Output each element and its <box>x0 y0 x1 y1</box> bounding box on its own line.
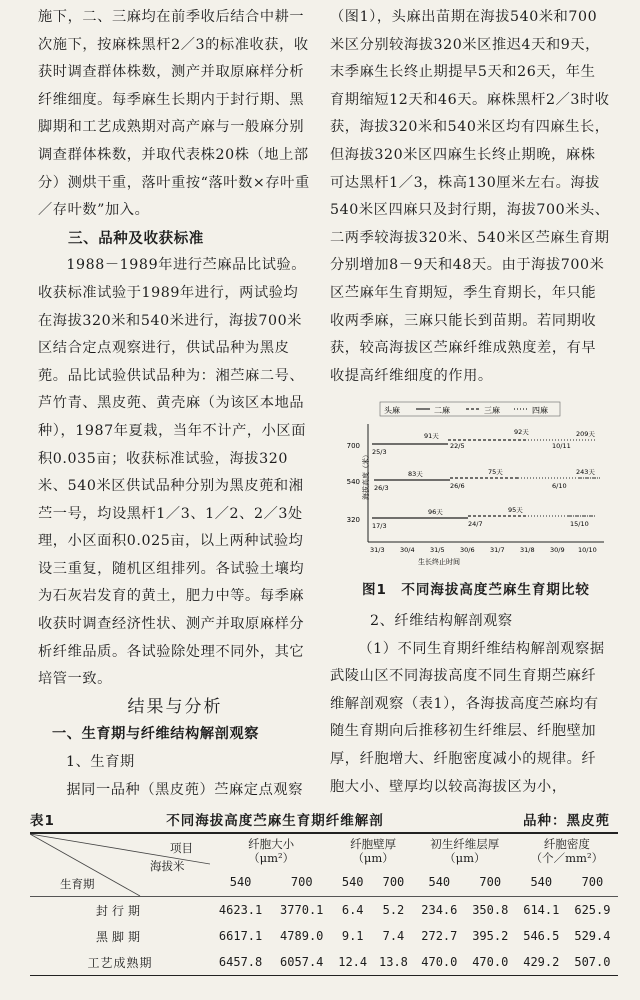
bar-label: 83天 <box>408 470 423 478</box>
table-cell: 470.0 <box>421 955 458 969</box>
bar-label: 6/10 <box>552 482 567 490</box>
section-heading: 三、品种及收获标准 <box>68 229 204 247</box>
bar-label: 25/3 <box>372 448 387 456</box>
diagonal-header <box>30 833 210 897</box>
altitude-cell: 700 <box>271 867 332 896</box>
bar-label: 17/3 <box>372 522 387 530</box>
subsubsection-heading: 1、生育期 <box>66 754 135 771</box>
y-tick: 540 <box>346 478 360 486</box>
bar-label: 209天 <box>576 430 595 438</box>
bar-label: 26/3 <box>374 484 389 492</box>
x-tick: 31/8 <box>520 546 535 554</box>
table-number: 表1 <box>30 813 55 829</box>
figure-caption: 图1 不同海拔高度苎麻生育期比较 <box>362 582 590 598</box>
row-label: 封行期 <box>95 903 144 918</box>
table-cell: 6057.4 <box>280 955 324 969</box>
legend-label: 三麻 <box>484 406 500 415</box>
table-cell: 546.5 <box>523 929 560 943</box>
table-cell: 4789.0 <box>280 929 324 943</box>
diag-altitude-label: 海拔米 <box>150 859 185 873</box>
table-cell: 234.6 <box>421 903 458 917</box>
column-header: 纤胞大小 （μm²） <box>248 836 295 865</box>
table-cell: 7.4 <box>382 929 405 943</box>
bar-label: 15/10 <box>570 520 589 528</box>
table-row <box>30 923 618 949</box>
figure-1 <box>338 396 610 574</box>
altitude-cell: 540 <box>332 867 373 896</box>
bar-label: 92天 <box>514 428 529 436</box>
altitude-cell: 540 <box>516 867 567 896</box>
altitude-cell: 700 <box>567 867 618 896</box>
bar-label: 95天 <box>508 506 523 514</box>
table-cell: 625.9 <box>574 903 611 917</box>
x-tick: 30/9 <box>550 546 565 554</box>
x-tick: 31/5 <box>430 546 445 554</box>
bar-label: 91天 <box>424 432 439 440</box>
y-axis-label: 海拔高度（米） <box>362 451 370 500</box>
table-cell: 9.1 <box>341 929 364 943</box>
body-paragraph: 据同一品种（黑皮蔸）苎麻定点观察 <box>66 781 303 798</box>
table-cell: 12.4 <box>338 955 368 969</box>
column-header: 纤胞壁厚 （μm） <box>350 836 397 865</box>
diag-stage-label: 生育期 <box>60 877 95 891</box>
table-1 <box>30 806 618 976</box>
x-tick: 31/7 <box>490 546 505 554</box>
subsection-heading: 一、生育期与纤维结构解剖观察 <box>52 726 260 743</box>
right-column <box>330 4 610 390</box>
altitude-cell: 700 <box>373 867 414 896</box>
altitude-cell: 700 <box>465 867 516 896</box>
table-cell: 6617.1 <box>218 929 263 943</box>
body-paragraph: （1）不同生育期纤维结构解剖观察据武陵山区不同海拔高度不同生育期苎麻纤维解剖观察（表1），各海拔高度苎麻均有随生育期向后推移初生纤维层、纤胞壁加厚，纤胞增大、纤胞密度减小的规律。纤胞大小、壁厚均以较高海拔区为小， <box>330 640 605 795</box>
table-variety: 品种：黑皮蔸 <box>523 813 610 829</box>
table-cell: 507.0 <box>574 955 611 969</box>
table-cell: 3770.1 <box>280 903 324 917</box>
table-row <box>30 897 618 924</box>
row-label: 工艺成熟期 <box>87 955 153 970</box>
table-cell: 5.2 <box>382 903 405 917</box>
bar-label: 24/7 <box>468 520 483 528</box>
table-title: 不同海拔高度苎麻生育期纤维解剖 <box>166 813 384 829</box>
table-cell: 272.7 <box>421 929 458 943</box>
x-tick: 31/3 <box>370 546 385 554</box>
bar-label: 75天 <box>488 468 503 476</box>
table-row <box>30 949 618 976</box>
table-cell: 6457.8 <box>218 955 263 969</box>
table-cell: 6.4 <box>341 903 364 917</box>
subsection-heading: 2、纤维结构解剖观察 <box>370 613 513 629</box>
row-label: 黑脚期 <box>95 929 144 944</box>
column-header: 初生纤维层厚 （μm） <box>430 836 500 865</box>
diag-item-label: 项目 <box>170 841 193 855</box>
series-row-320 <box>372 506 596 530</box>
table-cell: 529.4 <box>574 929 611 943</box>
table-cell: 429.2 <box>523 955 560 969</box>
table-cell: 395.2 <box>472 929 509 943</box>
x-ticks <box>370 546 597 554</box>
left-column <box>38 4 312 804</box>
table-cell: 614.1 <box>523 903 560 917</box>
chart-legend <box>380 402 560 416</box>
y-tick: 700 <box>346 442 360 450</box>
x-tick: 30/6 <box>460 546 475 554</box>
x-tick: 30/4 <box>400 546 415 554</box>
body-paragraph: 1988－1989年进行苎麻品比试验。收获标准试验于1989年进行，两试验均在海拔320米和540米进行，海拔700米区结合定点观察进行，供试品种为黑皮蔸。品比试验供试品种为：湘苎麻二号、芦竹青、黑皮蔸、黄壳麻（为该区本地品种），1987年夏栽，当年不计产，小区面积0.035亩；收获标准试验，海拔320米、540米区供试品种分别为黑皮蔸和湘苎一号，均设黑杆1／3、1／2、2／3处理，小区面积0.025亩，以上两种试验均设三重复，随机区组排列。各试验土壤均为石灰岩发育的黄土，肥力中等。每季麻收获时调查经济性状、测产并取原麻样分析纤维品质。各试验除处理不同外，其它培管一致。 <box>38 257 307 688</box>
results-heading: 结果与分析 <box>127 696 223 717</box>
x-axis-label: 生长终止时间 <box>418 558 460 566</box>
bar-label: 26/6 <box>450 482 465 490</box>
table-cell: 350.8 <box>472 903 509 917</box>
legend-label: 四麻 <box>532 406 548 415</box>
table-title-row <box>30 806 618 832</box>
legend-label: 头麻 <box>384 406 400 415</box>
y-tick: 320 <box>346 516 360 524</box>
table-cell: 470.0 <box>472 955 509 969</box>
bar-label: 22/5 <box>450 442 465 450</box>
altitude-cell: 540 <box>414 867 465 896</box>
altitude-cell: 540 <box>210 867 271 896</box>
body-paragraph: 施下，二、三麻均在前季收后结合中耕一次施下，按麻株黑杆2／3的标准收获，收获时调查群体株数，测产并取原麻样分析纤维细度。每季麻生长期内于封行期、黑脚期和工艺成熟期对高产麻与一般麻分别调查群体株数，并取代表株20株（地上部分）测烘干重，落叶重按“落叶数×存叶重／存叶数”加入。 <box>38 9 310 219</box>
section-2 <box>330 608 610 801</box>
bar-label: 243天 <box>576 468 595 476</box>
series-row-540 <box>374 468 600 492</box>
x-tick: 10/10 <box>578 546 597 554</box>
table-cell: 4623.1 <box>218 903 263 917</box>
anatomy-table <box>30 832 618 976</box>
table-cell: 13.8 <box>379 955 408 969</box>
body-paragraph: （图1），头麻出苗期在海拔540米和700米区分别较海拔320米区推迟4天和9天，末季麻生长终止期提早5天和26天，年生育期缩短12天和46天。麻株黑杆2／3时收获，海拔320米和540米区均有四麻生长，但海拔320米区四麻生长终止期晚，麻株可达黑杆1／3，株高130厘米左右。海拔540米区四麻只及封行期，海拔700米头、二两季较海拔320米、540米区苎麻生育期分别增加8－9天和48天。由于海拔700米区苎麻年生育期短，季生育期长，年只能收两季麻，三麻只能长到苗期。若同期收获，较高海拔区苎麻纤维成熟度差，有早收提高纤维细度的作用。 <box>330 9 610 384</box>
growth-period-chart <box>338 396 610 574</box>
bar-label: 10/11 <box>552 442 571 450</box>
column-header: 纤胞密度 （个／mm²） <box>530 836 604 865</box>
bar-label: 96天 <box>428 508 443 516</box>
series-row-700 <box>372 428 596 456</box>
legend-label: 二麻 <box>434 406 450 415</box>
